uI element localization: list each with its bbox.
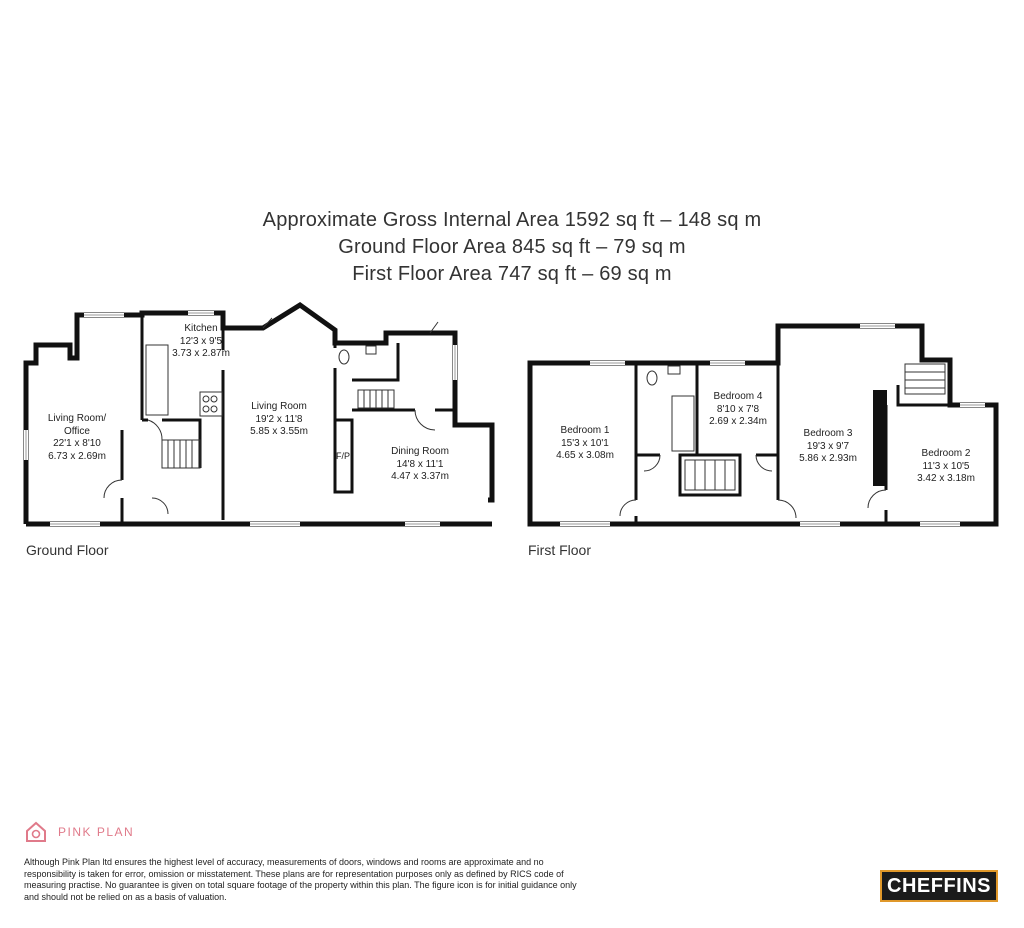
room-metric: 4.47 x 3.37m [391, 471, 449, 482]
room-imperial: 15'3 x 10'1 [561, 437, 609, 449]
room-imperial: 14'8 x 11'1 [396, 458, 444, 470]
room-imperial: 19'3 x 9'7 [806, 440, 850, 452]
cheffins-logo: CHEFFINS [880, 870, 998, 902]
room-metric: 5.86 x 2.93m [799, 453, 857, 464]
pink-plan-brand [24, 820, 134, 844]
room-name: Living Room [251, 401, 307, 412]
room-living [250, 401, 308, 439]
house-icon [24, 820, 48, 844]
room-bedroom-4 [709, 391, 767, 429]
room-name: Dining Room [391, 446, 449, 457]
room-metric: 3.42 x 3.18m [917, 473, 975, 484]
chimney-breast [873, 390, 887, 486]
room-metric: 2.69 x 2.34m [709, 416, 767, 427]
room-kitchen [172, 323, 230, 361]
room-metric: 3.73 x 2.87m [172, 348, 230, 359]
room-name: Living Room/ [47, 413, 107, 424]
room-name: Kitchen [184, 323, 218, 334]
room-bedroom-3 [799, 428, 857, 466]
room-name: Bedroom 2 [921, 448, 971, 459]
gross-area-text: Approximate Gross Internal Area 1592 sq ft – 148 sq m [262, 209, 762, 231]
room-dining [391, 446, 449, 484]
room-imperial: 11'3 x 10'5 [922, 460, 970, 472]
room-metric: 5.85 x 3.55m [250, 426, 308, 437]
room-name-line2: Office [64, 425, 90, 437]
room-imperial: 12'3 x 9'5 [179, 335, 223, 347]
room-name: Bedroom 1 [560, 425, 610, 436]
brand-name: PINK PLAN [58, 825, 135, 839]
ground-floor-label: Ground Floor [26, 542, 109, 558]
room-name: Bedroom 4 [713, 391, 763, 402]
room-imperial: 8'10 x 7'8 [716, 403, 760, 415]
room-bedroom-1 [556, 425, 614, 463]
fireplace-label: F/P [336, 451, 351, 461]
room-imperial: 22'1 x 8'10 [53, 438, 101, 449]
room-living-office [48, 413, 106, 463]
room-bedroom-2 [917, 448, 975, 486]
room-metric: 4.65 x 3.08m [556, 450, 614, 461]
disclaimer-text: Although Pink Plan ltd ensures the highest level of accuracy, measurements of doors, windows and rooms are approximate and no responsibility is taken for error, omission or misstatement. These plans are for representation purposes only as defined by RICS code of measuring practise. No guarantee is given on total square footage of the property within this plan. The figure icon is for initial guidance only and should not be relied on as a basis of valuation. [24, 857, 577, 902]
room-imperial: 19'2 x 11'8 [255, 413, 303, 425]
first-floor-label: First Floor [528, 542, 591, 558]
ground-area-text: Ground Floor Area 845 sq ft – 79 sq m [338, 236, 686, 258]
first-area-text: First Floor Area 747 sq ft – 69 sq m [352, 263, 672, 285]
room-metric: 6.73 x 2.69m [48, 450, 106, 462]
room-name: Bedroom 3 [803, 428, 853, 439]
